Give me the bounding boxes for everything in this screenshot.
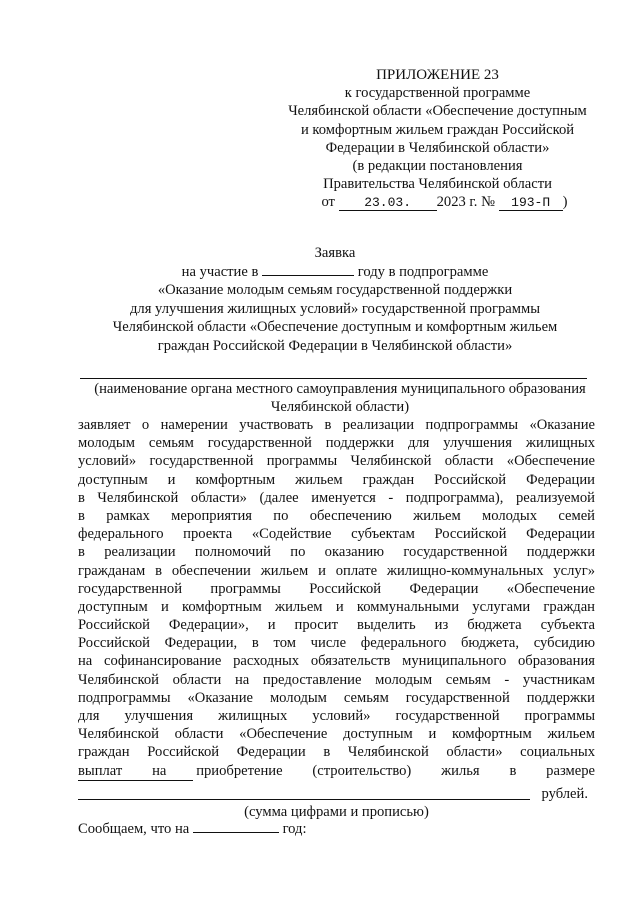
body-line: в Челябинской области» (далее именуется - подпрограмма), реализуемой [78, 489, 595, 506]
closing-paren: ) [562, 194, 568, 211]
decree-date-field: 23.03. [339, 195, 437, 211]
year-line-prefix: на участие в [181, 263, 259, 280]
appendix-header [270, 66, 605, 212]
body-line: доступным и комфортным жильем граждан Российской Федерации [78, 471, 595, 488]
amount-row [78, 785, 595, 805]
caption-line: Челябинской области) [270, 398, 410, 415]
body-line: условий» государственной программы Челябинской области «Обеспечение [78, 453, 595, 470]
currency-label: рублей. [541, 786, 588, 802]
header-line: (в редакции постановления [352, 158, 523, 175]
date-prefix: от [321, 194, 335, 211]
body-line: Российской Федерации», и просит выделить из бюджета субъекта [78, 617, 595, 634]
report-line [78, 820, 595, 838]
appendix-title: ПРИЛОЖЕНИЕ 23 [376, 67, 499, 83]
caption-line: (наименование органа местного самоуправления муниципального образования [94, 381, 586, 397]
body-line: Челябинской области «Обеспечение доступным и комфортным жильем [78, 726, 595, 743]
body-line: заявляет о намерении участвовать в реализации подпрограммы «Оказание [78, 417, 595, 433]
application-line: для улучшения жилищных условий» государственной программы [129, 300, 541, 317]
body-line: государственной программы Российской Федерации «Обеспечение [78, 580, 595, 597]
decree-number-field: 193-П [499, 195, 563, 211]
application-heading [60, 244, 610, 355]
header-line: Челябинской области «Обеспечение доступным [288, 103, 587, 120]
body-line: для улучшения жилищных условий» государственной программы [78, 708, 595, 724]
application-line: «Оказание молодым семьям государственной поддержки [157, 282, 513, 298]
body-line: молодым семьям государственной поддержки для улучшения жилищных [78, 435, 595, 452]
header-line: Правительства Челябинской области [323, 176, 552, 193]
application-line: граждан Российской Федерации в Челябинской области» [157, 337, 513, 354]
application-title: Заявка [314, 245, 356, 261]
report-year-blank [193, 820, 279, 833]
body-line: в реализации полномочий по оказанию государственной поддержки [78, 544, 595, 561]
org-name-caption [60, 381, 620, 416]
body-line: Челябинской области на предоставление молодым семьям - участникам [78, 671, 595, 688]
header-line: к государственной программе [344, 85, 531, 102]
decree-date-line [270, 193, 605, 211]
application-line: Челябинской области «Обеспечение доступным и комфортным жильем [112, 319, 558, 335]
body-line: Российской Федерации, в том числе федерального бюджета, субсидию [78, 635, 595, 652]
body-line: гражданам в обеспечении жильем и оплате жилищно-коммунальных услуг» [78, 562, 595, 579]
header-line: и комфортным жильем граждан Российской [300, 121, 575, 138]
amount-blank-line [78, 799, 530, 800]
year-blank [262, 263, 354, 276]
application-year-line [60, 263, 610, 282]
body-line: граждан Российской Федерации в Челябинской области» социальных [78, 744, 595, 761]
body-line: доступным и комфортным жильем и коммунальными услугами граждан [78, 598, 595, 615]
header-line: Федерации в Челябинской области» [325, 139, 550, 156]
amount-blank-line-short [78, 780, 193, 781]
org-name-blank-line [80, 378, 587, 379]
date-year: 2023 г. № [436, 194, 495, 211]
body-line: федерального проекта «Содействие субъектам Российской Федерации [78, 526, 595, 543]
report-prefix: Сообщаем, что на [78, 821, 190, 837]
report-suffix: год: [282, 821, 307, 837]
year-line-suffix: году в подпрограмме [357, 263, 489, 280]
body-line: в рамках мероприятия по обеспечению жильем молодых семей [78, 507, 595, 524]
application-body [78, 416, 595, 780]
amount-caption: (сумма цифрами и прописью) [244, 804, 429, 820]
body-line: выплат на приобретение (строительство) жилья в размере [78, 762, 595, 779]
body-line: на софинансирование расходных обязательств муниципального образования [78, 653, 595, 670]
body-line: подпрограммы «Оказание молодым семьям государственной поддержки [78, 689, 595, 706]
